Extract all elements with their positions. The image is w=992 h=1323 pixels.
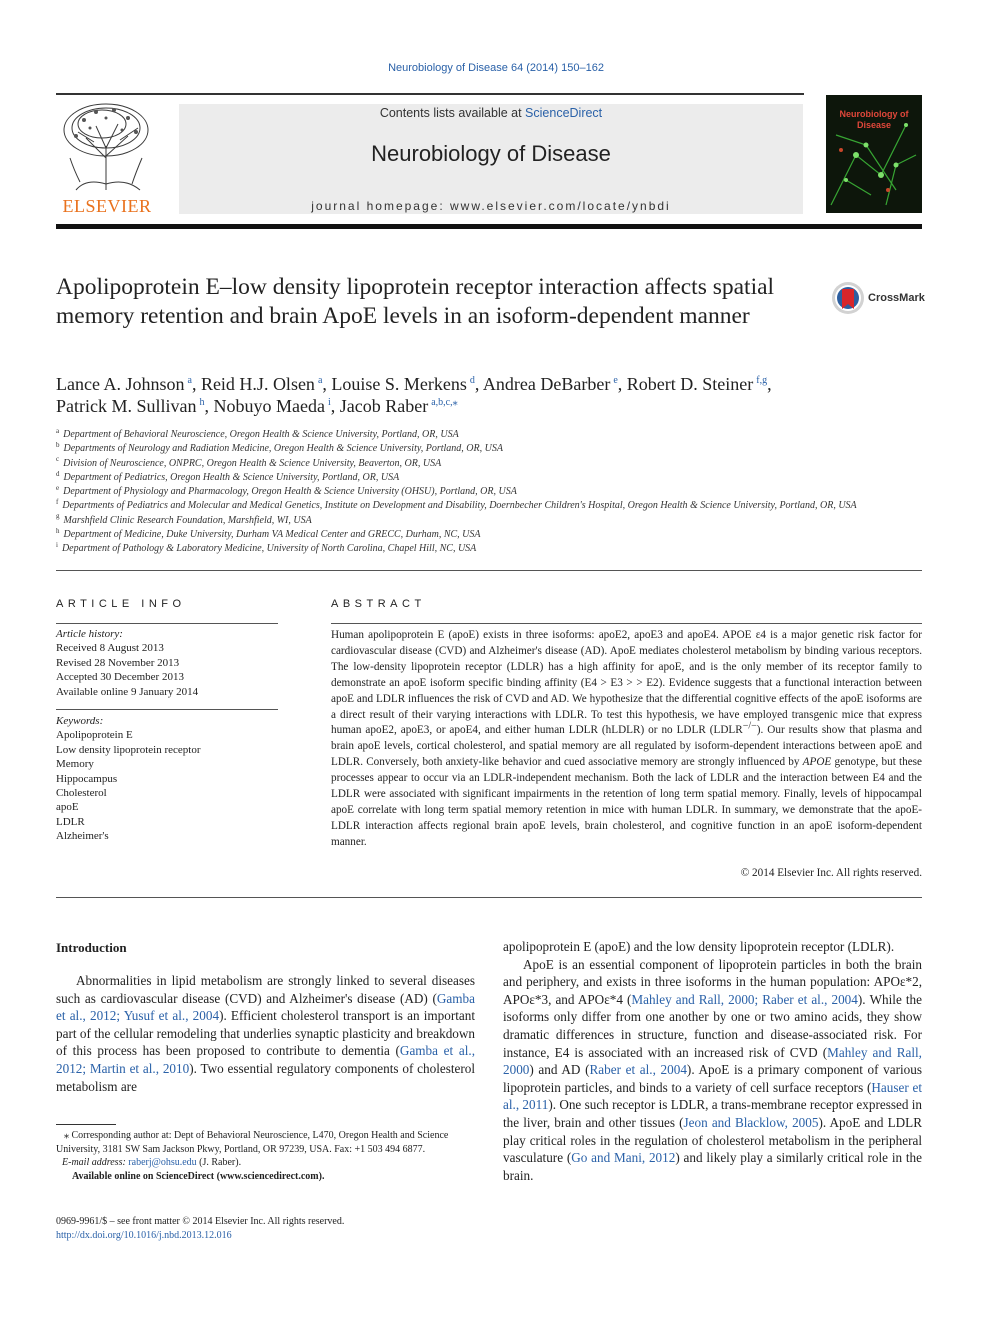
affiliation-key: h bbox=[56, 526, 60, 535]
footnote-divider bbox=[56, 1124, 116, 1125]
affiliation-key: a bbox=[56, 426, 60, 435]
author-name[interactable]: Andrea DeBarber bbox=[482, 374, 611, 394]
journal-citation-link[interactable]: Neurobiology of Disease 64 (2014) 150–162 bbox=[388, 62, 604, 74]
affiliation-item bbox=[56, 442, 936, 456]
text-run: ). ApoE is a primary component of various lipoprotein particles, and binds to a variety of cell surface receptors ( bbox=[503, 1062, 922, 1095]
journal-name: Neurobiology of Disease bbox=[371, 141, 611, 166]
affiliation-text: Division of Neuroscience, ONPRC, Oregon Health & Science University, Beaverton, OR, USA bbox=[63, 457, 442, 469]
history-item: Revised 28 November 2013 bbox=[56, 656, 180, 669]
affiliation-divider bbox=[56, 570, 922, 571]
author-affiliation-marker[interactable]: h bbox=[199, 397, 205, 408]
abstract-divider bbox=[331, 623, 922, 624]
affiliation-text: Departments of Pediatrics and Molecular and Medical Genetics, Institute on Development and Disability, Doernbecher Children's Hospital, Oregon Health & Science University, Portland, OR, USA bbox=[62, 500, 857, 512]
affiliation-item bbox=[56, 528, 936, 542]
email-note bbox=[56, 1156, 475, 1170]
author-separator: , bbox=[204, 396, 214, 416]
abstract-bottom-divider bbox=[56, 897, 922, 898]
header-thick-divider bbox=[56, 224, 922, 229]
author-affiliation-marker[interactable]: f,g bbox=[756, 375, 768, 386]
affiliation-key: d bbox=[56, 469, 60, 478]
email-suffix: (J. Raber). bbox=[196, 1157, 242, 1169]
text-run: ). One such receptor is LDLR, a trans-membrane receptor expressed in the liver, brain and other tissues ( bbox=[503, 1097, 922, 1130]
elsevier-wordmark: ELSEVIER bbox=[62, 196, 152, 216]
reference-link[interactable]: Gamba et al., 2012; Yusuf et al., 2004 bbox=[56, 990, 475, 1024]
affiliation-key: c bbox=[56, 455, 60, 464]
intro-paragraph-1-continued: apolipoprotein E (apoE) and the low density lipoprotein receptor (LDLR). bbox=[503, 939, 895, 954]
reference-link[interactable]: Mahley and Rall, 2000; Raber et al., 2004 bbox=[631, 991, 858, 1007]
journal-homepage[interactable]: journal homepage: www.elsevier.com/locate/ynbdi bbox=[311, 199, 671, 213]
journal-cover-image[interactable] bbox=[826, 95, 922, 213]
contents-line bbox=[179, 106, 803, 120]
author-affiliation-marker[interactable]: a,b,c,⁎ bbox=[431, 397, 458, 408]
header-divider bbox=[56, 93, 804, 95]
article-info-divider bbox=[56, 623, 278, 624]
introduction-heading: Introduction bbox=[56, 940, 127, 955]
contents-prefix: Contents lists available at bbox=[379, 106, 526, 120]
sciencedirect-link[interactable]: ScienceDirect bbox=[525, 106, 603, 120]
author-name[interactable]: Patrick M. Sullivan bbox=[56, 396, 197, 416]
footnotes bbox=[56, 1129, 475, 1183]
text-run: ) and AD ( bbox=[529, 1062, 590, 1078]
author-separator: , bbox=[330, 396, 340, 416]
history-item: Accepted 30 December 2013 bbox=[56, 671, 184, 684]
author-affiliation-marker[interactable]: a bbox=[187, 375, 192, 386]
corresponding-author-note: ⁎ Corresponding author at: Dept of Behavioral Neuroscience, L470, Oregon Health and Science University, 3181 SW Sam Jackson Pkwy, Portland, OR 97239, USA. Fax: +1 503 494 6877. bbox=[56, 1130, 449, 1155]
text-run: Abnormalities in lipid metabolism are strongly linked to several diseases such as cardiovascular disease (CVD) and Alzheimer's disease (AD) ( bbox=[56, 973, 475, 1006]
author-name[interactable]: Nobuyo Maeda bbox=[213, 396, 325, 416]
text-run: ). Efficient cholesterol transport is an important part of the cellular remodeling that underlies synaptic plasticity and breakdown of this process has been proposed to contribute to dementia ( bbox=[56, 1008, 475, 1059]
keywords-divider bbox=[56, 709, 278, 710]
affiliation-key: i bbox=[56, 541, 58, 550]
keyword-item: Hippocampus bbox=[56, 772, 118, 785]
crossmark-label[interactable]: CrossMark bbox=[868, 292, 925, 304]
doi-link[interactable]: http://dx.doi.org/10.1016/j.nbd.2013.12.016 bbox=[56, 1230, 232, 1241]
issn-block bbox=[56, 1215, 475, 1243]
author-name[interactable]: Reid H.J. Olsen bbox=[200, 374, 315, 394]
reference-link[interactable]: Jeon and Blacklow, 2005 bbox=[683, 1114, 819, 1130]
reference-link[interactable]: Mahley and Rall, 2000 bbox=[503, 1044, 922, 1078]
article-info-heading: ARTICLE INFO bbox=[56, 598, 186, 610]
affiliation-text: Marshfield Clinic Research Foundation, Marshfield, WI, USA bbox=[63, 514, 312, 526]
affiliation-list bbox=[56, 428, 936, 557]
author-name[interactable]: Robert D. Steiner bbox=[626, 374, 754, 394]
email-link[interactable]: raberj@ohsu.edu bbox=[128, 1157, 197, 1169]
affiliation-item bbox=[56, 428, 936, 442]
author-affiliation-marker[interactable]: e bbox=[613, 375, 618, 386]
author-affiliation-marker[interactable]: d bbox=[469, 375, 475, 386]
affiliation-key: e bbox=[56, 483, 60, 492]
affiliation-item bbox=[56, 542, 936, 556]
text-run: ApoE is an essential component of lipoprotein particles in both the brain and periphery, and exists in three isoforms in the human population: APOε*2, APOε*3, and APOε*4 ( bbox=[503, 956, 922, 1007]
affiliation-text: Departments of Neurology and Radiation Medicine, Oregon Health & Science University, Portland, OR, USA bbox=[63, 443, 503, 455]
keyword-item: LDLR bbox=[56, 815, 85, 828]
abstract-heading: ABSTRACT bbox=[331, 598, 426, 610]
history-item: Available online 9 January 2014 bbox=[56, 685, 199, 698]
body-right-column bbox=[503, 938, 922, 1184]
reference-link[interactable]: Gamba et al., 2012; Martin et al., 2010 bbox=[56, 1043, 475, 1076]
reference-link[interactable]: Go and Mani, 2012 bbox=[571, 1150, 676, 1166]
affiliation-item bbox=[56, 514, 936, 528]
keyword-item: Alzheimer's bbox=[56, 830, 109, 843]
author-separator: , bbox=[191, 374, 201, 394]
abstract-gene-italic: APOE bbox=[802, 756, 832, 769]
author-affiliation-marker[interactable]: a bbox=[317, 375, 323, 386]
affiliation-text: Department of Physiology and Pharmacology, Oregon Health & Science University (OHSU), Portland, OR, USA bbox=[63, 486, 517, 498]
intro-paragraph-1 bbox=[56, 972, 475, 1095]
author-separator: , bbox=[474, 374, 483, 394]
text-run: ). While the isoforms only differ from one another by one or two amino acids, they show dramatic differences in structure, function and disease-associated risk. For instance, E4 is associated with an increased risk of CVD ( bbox=[503, 991, 922, 1060]
article-title: Apolipoprotein E–low density lipoprotein receptor interaction affects spatial memory retention and brain ApoE levels in an isoform-dependent manner bbox=[56, 274, 775, 329]
affiliation-item bbox=[56, 457, 936, 471]
issn-line: 0969-9961/$ – see front matter © 2014 Elsevier Inc. All rights reserved. bbox=[56, 1216, 345, 1227]
affiliation-item bbox=[56, 485, 936, 499]
keyword-item: Apolipoprotein E bbox=[56, 729, 133, 742]
keyword-item: Cholesterol bbox=[56, 787, 107, 800]
body-left-column bbox=[56, 972, 475, 1095]
abstract-text bbox=[331, 628, 922, 851]
keyword-item: Low density lipoprotein receptor bbox=[56, 743, 201, 756]
keywords-label: Keywords: bbox=[56, 715, 104, 727]
affiliation-text: Department of Pathology & Laboratory Medicine, University of North Carolina, Chapel Hill, NC, USA bbox=[61, 543, 477, 555]
abstract-part-3: genotype, but these processes appear to occur via an LDLR-independent mechanism. Both the lack of LDLR and the interaction between E4 and the LDLR were associated with significant impairments in the retention of long term spatial memory. Finally, levels of hippocampal apoE correlate with long term spatial memory retention in mice with human LDLR. In summary, we demonstrate that the apoE-LDLR interaction affects regional brain apoE levels, brain cholesterol, and cognitive function in an apoE isoform-dependent manner. bbox=[331, 756, 923, 848]
author-name[interactable]: Louise S. Merkens bbox=[331, 374, 467, 394]
history-label: Article history: bbox=[56, 628, 123, 640]
affiliation-key: b bbox=[56, 440, 60, 449]
text-run: ) and likely play a similarly critical role in the brain. bbox=[503, 1150, 922, 1183]
history-item: Received 8 August 2013 bbox=[56, 642, 164, 655]
author-separator: , bbox=[322, 374, 332, 394]
affiliation-item bbox=[56, 499, 936, 513]
abstract-part-1: Human apolipoprotein E (apoE) exists in three isoforms: apoE2, apoE3 and apoE4. APOE ε4 is a major genetic risk factor for cardiovascular disease (CVD) and Alzheimer's disease (AD). ApoE mediates cholesterol metabolism by binding various receptors. The low-density lipoprotein receptor (LDLR) has a high affinity for apoE, and is the only member of its receptor family to demonstrate an apoE isoform specific binding affinity (E4 > E3 > > E2). Evidence suggests that a functional interaction between apoE and LDLR influences the risk of CVD and AD. We hypothesize that the differential cognitive effects of the apoE isoforms are a direct result of their varying interactions with LDLR. To test this hypothesis, we have employed transgenic mice that express human apoE2, apoE3, or apoE4, and either human LDLR (hLDLR) or no LDLR (LDLR bbox=[331, 629, 922, 737]
author-separator: , bbox=[617, 374, 627, 394]
author-name[interactable]: Lance A. Johnson bbox=[56, 374, 185, 394]
author-separator: , bbox=[767, 374, 772, 394]
keyword-item: apoE bbox=[56, 801, 79, 814]
affiliation-item bbox=[56, 471, 936, 485]
author-list bbox=[56, 373, 936, 417]
affiliation-key: g bbox=[56, 512, 60, 521]
available-online-note: Available online on ScienceDirect (www.sciencedirect.com). bbox=[72, 1170, 325, 1182]
affiliation-text: Department of Medicine, Duke University, Durham VA Medical Center and GRECC, Durham, NC, USA bbox=[63, 529, 481, 541]
cover-title: Neurobiology of Disease bbox=[839, 109, 909, 130]
affiliation-text: Department of Pediatrics, Oregon Health & Science University, Portland, OR, USA bbox=[63, 471, 400, 483]
email-label: E-mail address: bbox=[62, 1157, 129, 1169]
reference-link[interactable]: Hauser et al., 2011 bbox=[503, 1079, 923, 1113]
author-name[interactable]: Jacob Raber bbox=[339, 396, 429, 416]
abstract-copyright: © 2014 Elsevier Inc. All rights reserved. bbox=[740, 867, 922, 879]
keyword-item: Memory bbox=[56, 758, 94, 771]
article-history bbox=[56, 627, 278, 699]
text-run: ). ApoE and LDLR play critical roles in the regulation of cholesterol metabolism in the peripheral vasculature ( bbox=[503, 1114, 922, 1166]
reference-link[interactable]: Raber et al., 2004 bbox=[589, 1062, 687, 1078]
affiliation-key: f bbox=[56, 498, 59, 507]
abstract-part-2: ). Our results show that plasma and brain apoE levels, cortical cholesterol, and spatial memory are all regulated by isoform-dependent interactions between apoE and LDLR. Conversely, both anxiety-like behavior and cued associative memory are strongly influenced by bbox=[331, 724, 922, 769]
intro-paragraph-2 bbox=[503, 956, 922, 1185]
author-affiliation-marker[interactable]: i bbox=[327, 397, 331, 408]
abstract-superscript: −/− bbox=[742, 720, 757, 732]
text-run: ). Two essential regulatory components of cholesterol metabolism are bbox=[56, 1060, 476, 1094]
keywords-block bbox=[56, 714, 278, 844]
affiliation-text: Department of Behavioral Neuroscience, Oregon Health & Science University, Portland, OR, USA bbox=[63, 429, 459, 440]
